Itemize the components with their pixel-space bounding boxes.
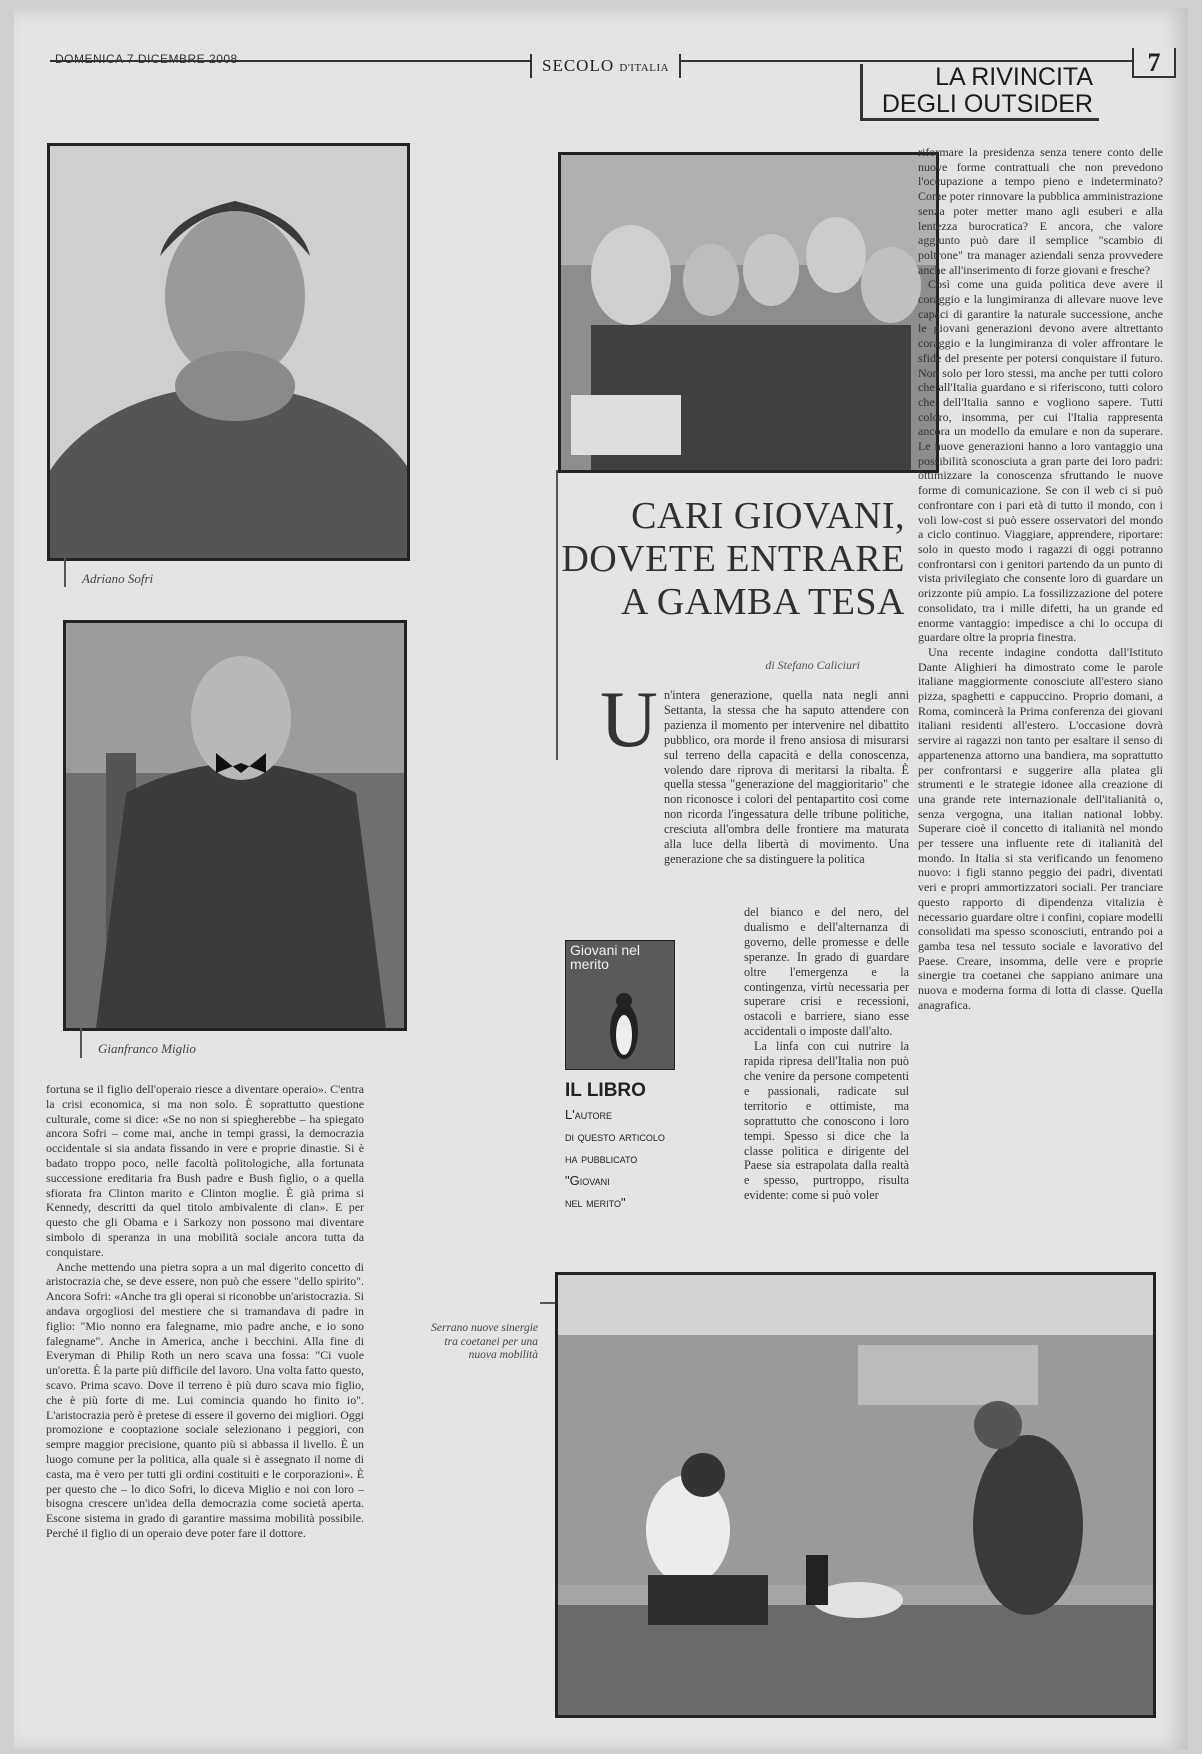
headline-line-1: CARI GIOVANI, [631, 495, 905, 537]
section-title-line2: DEGLI OUTSIDER [881, 90, 1093, 118]
photo-young-people [558, 152, 939, 473]
drop-cap: U [600, 676, 658, 764]
photo-adriano-sofri [47, 143, 410, 561]
book-cover-title: Giovani nel merito [570, 942, 641, 972]
newspaper-name-main: SECOLO [542, 56, 615, 75]
book-line: "Giovani [565, 1173, 610, 1188]
section-title-line1: LA RIVINCITA [935, 63, 1093, 91]
book-cover [565, 940, 675, 1070]
group-image [561, 155, 936, 470]
section-title [860, 64, 1099, 121]
cityscape-image [558, 1275, 1153, 1715]
issue-date: DOMENICA 7 DICEMBRE 2008 [55, 52, 238, 66]
caption-rule [64, 557, 66, 587]
article-column-left [46, 1082, 364, 1541]
portrait-image [66, 623, 404, 1028]
article-paragraph: riformare la presidenza senza tenere conto delle nuove forme contrattuali che non prevedono l'occupazione a tempo pieno e indeterminato? Come poter rinnovare la pubblica amministrazione senza poter metter mano agli esuberi e alla lentezza burocratica? E ancora, che valore aggiunto può dare il semplice "scambio di poltrone" tra manager aziendali senza provvedere anche all'inserimento di forze giovani e fresche? [918, 145, 1163, 277]
article-paragraph: Anche mettendo una pietra sopra a un mal digerito concetto di aristocrazia che, se deve essere, non può che essere "dello spirito". Ancora Sofri: «Anche tra gli operai si riconobbe un'aristocrazia. Si andava orgogliosi del mestiere che si tramandava di padre in figlio: "Mio nonno era falegname, mio padre anche, e io sono falegname". Anche in America, anche i becchini. Alla fine di Everyman di Philip Roth un nero scava una fossa: "Ci vuole un'oretta. È la parte più difficile del lavoro. Una volta fatto questo, scavo. Prima scavo. Dove il terreno è più duro scava mio figlio, che è più forte di me. Lui comincia quando ho finito io". L'aristocrazia però è pretese di essere il governo dei migliori. Oggi promozione e cooptazione sociale selezionano i peggiori, con sempre maggior precisione, quanto più si abbassa il livello. È un luogo comune per la politica, alla quale si è assegnato il nome di casta, ma è vero per tutti gli ordini costituiti e le corporazioni». È per questo che – lo dico Sofri, lo diceva Miglio e noi con loro – bisogna crescere un'idea della democrazia come società aperta. Escone sistema in grado di garantire massima mobilità possibile. Perché il figlio di un operaio deve poter fare il dottore. [46, 1259, 364, 1540]
photo-caption-rome: Serrano nuove sinergie tra coetanei per una nuova mobilità [431, 1322, 538, 1361]
article-paragraph: Così come una guida politica deve avere il coraggio e la lungimiranza di allevare nuove leve capaci di garantire la naturale successione, anche le giovani generazioni devono avere altrettanto coraggio e la lungimiranza di voler affrontare le sfide del presente per potersi conquistare il futuro. Non solo per loro stessi, ma anche per tutti coloro che all'Italia guardano e si riferiscono, tutti coloro che dell'Italia sanno e vogliono sapere. Tutti coloro, insomma, per cui l'Italia rappresenta ancora un modello da emulare e non da superare. Le nuove generazioni hanno a loro vantaggio una possibilità sconosciuta a gran parte dei loro padri: ottimizzare la conoscenza sfruttando le nuove forme di comunicazione. Se con il web ci si può confrontare con i pari età di tutto il mondo, con i voli low-cost si può essere osservatori del mondo a ciclo continuo. Viaggiare, apprendere, riportare: solo in questo modo i ragazzi di oggi potranno confrontarsi con i genitori partendo da un punto di vista privilegiato che consente loro di guardare un orizzonte più ampio. La fossilizzazione del potere consolidato, tra i mille difetti, ha un grande ed enorme vantaggio: impedisce a chi lo occupa di guardare oltre la propria finestra. [918, 277, 1163, 645]
article-byline: di Stefano Caliciuri [765, 658, 860, 672]
article-paragraph: Una recente indagine condotta dall'Istituto Dante Alighieri ha dimostrato come le parole italiane maggiormente conosciute all'estero siano pizza, spaghetti e cappuccino. Proprio domani, a Roma, comincerà la Prima conferenza dei giovani italiani residenti all'estero. L'occasione dovrà servire ai ragazzi non tanto per esaltare il senso di appartenenza attorno una bandiera, ma soprattutto per confrontarsi e suggerire alla platea gli strumenti e le strategie idonee alla creazione di una grande rete internazionale dell'italianità o, senza vergogna, una italian national lobby. Superare cioè il concetto di italianità nel mondo per tessere una influente rete di italianità del mondo. In Italia si sta verificando un fenomeno nuovo: i figli stanno peggio dei padri, diventati veri e propri ammortizzatori sociali. Per tranciare questo rapporto di dipendenza vitalizia è necessario guardare oltre i confini, copiare modelli consolidati ma spesso sconosciuti, entrando poi a gamba tesa nel tessuto sociale e lavorativo del Paese. Creare, insomma, delle vere e proprie sinergie tra coetanei che sappiano animare una nuova e moderna forma di lotta di classe. Quella anagrafica. [918, 644, 1163, 1012]
article-column-middle-bottom [744, 905, 909, 1203]
newspaper-name-suffix: D'ITALIA [619, 62, 670, 74]
caption-rule [80, 1028, 82, 1058]
article-paragraph: fortuna se il figlio dell'operaio riesce a diventare operaio». C'entra la crisi economica, si ma non solo. È soprattutto questione culturale, come si dice: «Se no non si spiegherebbe – ha spiegato ancora Sofri – come mai, anche in tempi grassi, la democrazia occidentale si sia andata fissando in vere e proprie dinastie. Si è badato troppo poco, nelle facoltà politologiche, alla fortunata successione ereditaria fra Bush padre e Bush figlio, o a quella sfiorata fra Clinton marito e Clinton moglie. È già prima si Kennedy, descritti da quel titolo ambivalente di clan». E per questo che gli Obama e i Sarkozy non possono mai diventare simbolo di speranza in una mobilità sociale ancora tutta da conquistare. [46, 1082, 364, 1259]
headline-rule [556, 470, 558, 760]
book-line: di questo articolo [565, 1129, 665, 1144]
headline-line-2: DOVETE ENTRARE [561, 538, 905, 580]
book-label: IL LIBRO [565, 1080, 646, 1101]
article-paragraph: n'intera generazione, quella nata negli anni Settanta, la stessa che ha saputo attendere con pazienza il momento per intervenire nel dibattito pubblico, ora morde il freno ansiosa di misurarsi sul terreno della capacità e della conoscenza, volendo dare riprova di meritarsi la ribalta. È quella stessa "generazione del maggioritario" che non riconosce i colori del pentapartito così come non ricorda l'ingessatura delle tribune politiche, cresciuta all'ombra delle frontiere ma maturata alla luce della libertà di movimento. Una generazione che sa distinguere la politica [664, 688, 909, 866]
book-description [565, 1104, 725, 1214]
book-info [565, 1080, 725, 1214]
article-headline [560, 495, 905, 624]
book-cover-art [566, 941, 674, 1069]
photo-caption-miglio: Gianfranco Miglio [98, 1041, 196, 1056]
headline-line-3: A GAMBA TESA [620, 581, 905, 623]
article-paragraph: La linfa con cui nutrire la rapida ripresa dell'Italia non può che venire da persone competenti e passionali, radicate sul territorio e ottimiste, ma soprattutto che conoscono i loro tempi. Spesso si dice che la classe politica e dirigente del Paese sia estrapolata dalla realtà e spesso, purtroppo, risulta evidente: come si può voler [744, 1039, 909, 1203]
photo-rome-couple [555, 1272, 1156, 1718]
photo-caption-sofri: Adriano Sofri [82, 571, 154, 586]
page-number: 7 [1132, 48, 1176, 78]
newspaper-name [530, 54, 681, 78]
photo-gianfranco-miglio [63, 620, 407, 1031]
portrait-image [50, 146, 407, 558]
book-line: ha pubblicato [565, 1151, 638, 1166]
book-line: nel merito" [565, 1195, 626, 1210]
book-line: L'autore [565, 1107, 613, 1122]
article-column-middle-top [664, 688, 909, 867]
article-column-right [918, 145, 1163, 1012]
article-paragraph: del bianco e del nero, del dualismo e dell'alternanza di governo, delle promesse e delle speranze. In grado di guardare oltre l'emergenza e la contingenza, virtù necessaria per superare crisi e recessioni, ostacoli e barriere, siano esse accidentali o imposte dall'alto. [744, 905, 909, 1039]
